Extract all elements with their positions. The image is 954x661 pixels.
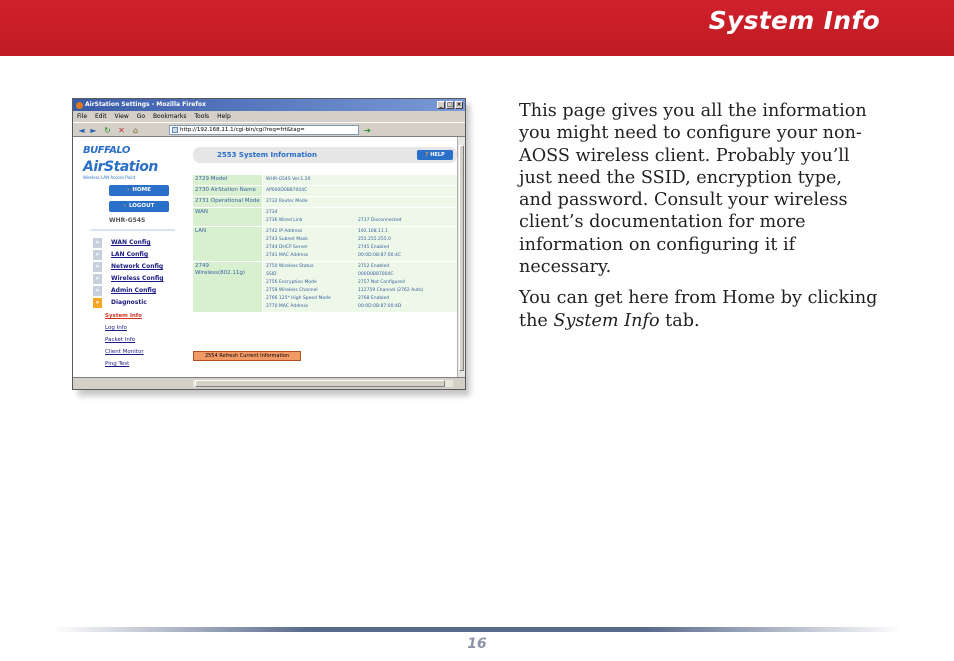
minimize-icon: _ [437, 101, 445, 109]
value-text: 2745 Enabled [358, 245, 390, 250]
menu-bookmarks: Bookmarks [152, 113, 187, 120]
value-text: 2752 Enabled [358, 264, 390, 269]
value-line [266, 271, 456, 279]
scroll-thumb [459, 145, 464, 371]
row-value [263, 262, 459, 312]
page-icon [172, 127, 178, 133]
help-icon: ? [425, 152, 429, 158]
value-line [266, 217, 456, 225]
value-text: 000D0B87004C [358, 272, 394, 277]
value-line [266, 303, 456, 311]
sub-log-info: Log Info [105, 325, 127, 331]
sub-ping-test: Ping Test [105, 361, 130, 367]
value-line [266, 209, 456, 217]
system-info-reference: System Info [553, 310, 660, 331]
reload-icon: ↻ [104, 126, 111, 135]
url-bar [169, 125, 359, 135]
page-number: 16 [467, 636, 487, 652]
chevron-right-icon: » [93, 262, 102, 272]
logo-subtitle: Wireless LAN Access Point [83, 175, 136, 180]
table-row [193, 197, 459, 208]
footer-rule [52, 627, 902, 632]
maximize-icon: □ [447, 101, 453, 108]
status-bar [73, 377, 465, 389]
system-info-table [193, 175, 459, 313]
sub-packet-info: Packet Info [105, 337, 136, 343]
home-button: › HOME [109, 185, 169, 196]
system-info-title: 2553 System Information [217, 151, 317, 159]
chevron-right-icon: » [93, 238, 102, 248]
description-paragraph: This page gives you all the information you might need to configure your non-AOSS wireless client. Probably you’ll just need the SSID, encryption type, and password. Consult your wireless client’s documentation for more information on configuring it if necessary. [519, 101, 867, 278]
browser-titlebar [73, 99, 465, 111]
value-line [266, 287, 456, 295]
row-label: WAN [193, 208, 263, 226]
diagnostic-submenu [105, 310, 144, 370]
value-text: 2768 Enabled [358, 296, 390, 301]
value-key: 2744 DHCP Server [266, 245, 308, 250]
row-label: 2729 Model [193, 175, 263, 185]
nav-admin-config: » Admin Config [93, 285, 173, 297]
sub-client-monitor: Client Monitor [105, 349, 144, 355]
menu-tools: Tools [194, 113, 210, 120]
stop-icon: ✕ [118, 126, 125, 135]
value-line [266, 236, 456, 244]
table-row [193, 186, 459, 197]
row-value [263, 197, 459, 207]
row-value [263, 175, 459, 185]
value-text: 255.255.255.0 [358, 237, 391, 242]
value-line [266, 187, 456, 195]
table-row [193, 262, 459, 313]
menu-file: File [77, 113, 88, 120]
horizontal-scrollbar [193, 380, 453, 387]
window-buttons [437, 101, 463, 109]
system-info-header [193, 147, 457, 163]
value-key: 2741 MAC Address [266, 253, 309, 258]
help-button: ? HELP [417, 150, 453, 160]
value-key: 2766 125* High Speed Mode [266, 296, 331, 301]
menu-view: View [114, 113, 129, 120]
forward-icon: ► [90, 126, 97, 135]
home-icon: ⌂ [132, 126, 139, 135]
browser-toolbar [73, 122, 465, 137]
value-line [266, 252, 456, 260]
value-line [266, 228, 456, 236]
row-label: 2731 Operational Mode [193, 197, 263, 207]
scroll-thumb [195, 380, 445, 387]
nav-diagnostic: » Diagnostic [93, 297, 173, 309]
value-line [266, 244, 456, 252]
model-label: WHR-G54S [109, 217, 146, 224]
value-text: 2757 Not Configured [358, 280, 405, 285]
value-key: 2750 Wireless Status [266, 264, 314, 269]
chevron-right-icon: » [93, 298, 102, 308]
chevron-right-icon: › [123, 203, 126, 209]
table-row [193, 227, 459, 262]
menu-edit: Edit [94, 113, 107, 120]
value-text: 112759 Channel (2762 Auto) [358, 288, 424, 293]
value-key: WHR-G54S Ver.1.20 [266, 177, 311, 182]
browser-window-title: AirStation Settings - Mozilla Firefox [85, 101, 206, 108]
vertical-scrollbar [457, 137, 465, 379]
sidebar-divider [91, 229, 175, 231]
body-text [519, 100, 879, 341]
value-line [266, 263, 456, 271]
back-icon: ◄ [78, 126, 85, 135]
value-text: 00:0D:0B:87:00:4C [358, 253, 402, 258]
nav-lan-config: » LAN Config [93, 249, 173, 261]
value-key: SSID [266, 272, 277, 277]
browser-menubar [73, 111, 465, 122]
router-page [73, 137, 459, 379]
value-line [266, 198, 456, 206]
url-text: http://192.168.11.1/cgi-bin/cgi?req=frt&tag= [180, 127, 305, 133]
logout-button: › LOGOUT [109, 201, 169, 212]
row-label: 2749 Wireless(802.11g) [193, 262, 263, 312]
value-key: 2770 MAC Address [266, 304, 309, 309]
row-value [263, 227, 459, 261]
firefox-icon [76, 102, 83, 109]
row-label: 2730 AirStation Name [193, 186, 263, 196]
chevron-right-icon: » [93, 274, 102, 284]
row-value [263, 208, 459, 226]
page-title: System Info [708, 6, 880, 35]
value-key: 2758 Wireless Channel [266, 288, 318, 293]
sub-system-info: System Info [105, 313, 142, 319]
value-line [266, 176, 456, 184]
value-line [266, 279, 456, 287]
value-text: 00:0D:0B:87:00:4D [358, 304, 402, 309]
airstation-logo: AirStation [83, 159, 158, 175]
value-key: 2756 Encryption Mode [266, 280, 317, 285]
menu-go: Go [136, 113, 146, 120]
value-key: 2743 Subnet Mask [266, 237, 308, 242]
table-row [193, 208, 459, 227]
value-key: 2736 Wired Link [266, 218, 303, 223]
router-screenshot [72, 98, 466, 390]
chevron-right-icon: » [93, 286, 102, 296]
header-banner [0, 0, 954, 56]
router-nav [93, 237, 173, 309]
value-key: 2742 IP Address [266, 229, 303, 234]
chevron-right-icon: › [127, 187, 130, 193]
value-key: 2732 Router Mode [266, 199, 308, 204]
value-line [266, 295, 456, 303]
refresh-button: 2554 Refresh Current Information [193, 351, 301, 361]
value-text: 192.168.11.1 [358, 229, 389, 234]
value-text: 2737 Disconnected [358, 218, 402, 223]
chevron-right-icon: » [93, 250, 102, 260]
router-main [189, 137, 459, 379]
close-icon: × [456, 101, 462, 108]
buffalo-logo: BUFFALO [83, 145, 130, 156]
nav-wan-config: » WAN Config [93, 237, 173, 249]
go-icon: ➔ [364, 126, 371, 135]
row-label: LAN [193, 227, 263, 261]
table-row [193, 175, 459, 186]
value-key: 2734 [266, 210, 278, 215]
nav-network-config: » Network Config [93, 261, 173, 273]
row-value [263, 186, 459, 196]
value-key: AP000D0B87004C [266, 188, 308, 193]
menu-help: Help [217, 113, 231, 120]
navigation-paragraph: You can get here from Home by clicking the System Info tab. [519, 288, 878, 331]
router-sidebar [73, 137, 181, 379]
nav-wireless-config: » Wireless Config [93, 273, 173, 285]
